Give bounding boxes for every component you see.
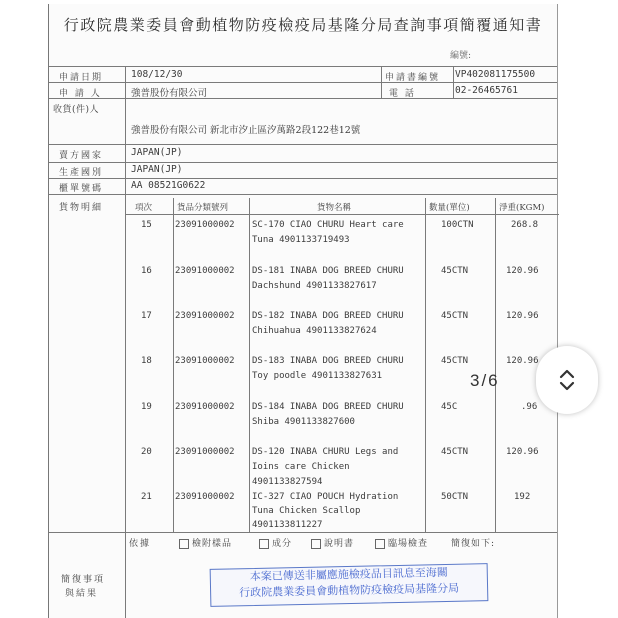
container: AA 08521G0622 (131, 180, 206, 191)
basis-option-inspection: 臨場檢查 (375, 536, 428, 549)
checkbox-icon (375, 539, 385, 549)
basis-option-ingredient: 成分 (259, 536, 292, 549)
apply-date-label: 申請日期 (59, 73, 104, 83)
checkbox-icon (311, 539, 321, 549)
app-no-label: 申請書編號 (385, 73, 441, 83)
page-nav-button[interactable] (536, 346, 598, 414)
basis-option-sample: 檢附樣品 (179, 536, 232, 549)
ref-number-label: 編號: (449, 51, 471, 61)
chevron-up-down-icon (557, 368, 577, 392)
page-indicator: 3/6 (470, 371, 500, 390)
applicant-label: 申 請 人 (59, 89, 102, 99)
container-label: 櫃單號碼 (59, 184, 104, 194)
col-header-weight: 淨重(KGM) (499, 203, 545, 213)
apply-date: 108/12/30 (131, 69, 183, 80)
basis-option-manual: 說明書 (311, 536, 354, 549)
basis-suffix: 簡復如下: (451, 539, 496, 549)
official-stamp: 本案已傳送非屬應施檢疫品目訊息至海關 行政院農業委員會動植物防疫檢疫局基隆分局 (210, 563, 489, 607)
scanned-document: 行政院農業委員會動植物防疫檢疫局基隆分局查詢事項簡覆通知書 編號: 申請日期 108/12/30 申請書編號 VP402081175500 申 請 人 強普股份有限公司 電 話 02-26465761 收貨(件)人 強普股份有限公司 新北市汐止區汐萬路2段122巷12號 賣方國家 JAPAN(JP) 生產國別 JAPAN(JP) 櫃單號碼 AA 08521G0622 貨物明細 項次 貨品分類號列 貨物名稱 數量(單位) 淨重(KGM) 15 23091000002 SC-170 CIAO CHURU Heart care Tuna 4901133719493 100CTN 268.8 16 23091000002 DS-181 INABA DOG BREED CHURU Dachshund 4901133827617 45CTN 120.96 17 23091000002 DS-182 INABA DOG BREED CHURU Chihuahua 4901133827624 45CTN 120.96 18 23091000002 DS-183 INABA DOG BREED CHURU Toy poodle 4901133827631 45CTN 120.96 19 23091000002 DS-184 INABA DOG BREED CHURU Shiba 4901133827600 45C .96 20 23091000002 DS-120 INABA CHURU Legs and Ioins care Chicken 4901133827594 45CTN 120.96 21 23091000002 IC-327 CIAO POUCH Hydration Tuna Chicken Scallop 4901133811227 50CTN 192 依據 檢附樣品 成分 說明書 臨場檢查 簡復如下: 簡復事項 與結果 (48, 4, 558, 618)
result-label: 簡復事項 (61, 575, 106, 585)
col-header-qty: 數量(單位) (429, 203, 470, 213)
checkbox-icon (179, 539, 189, 549)
consignee: 強普股份有限公司 新北市汐止區汐萬路2段122巷12號 (131, 125, 361, 136)
applicant: 強普股份有限公司 (131, 88, 208, 99)
origin: JAPAN(JP) (131, 164, 183, 175)
phone: 02-26465761 (455, 85, 518, 96)
result-label-2: 與結果 (65, 589, 99, 599)
supplier-label: 賣方國家 (59, 151, 104, 161)
col-header-no: 項次 (135, 203, 153, 213)
checkbox-icon (259, 539, 269, 549)
phone-label: 電 話 (389, 89, 416, 99)
origin-label: 生產國別 (59, 168, 104, 178)
supplier: JAPAN(JP) (131, 147, 183, 158)
consignee-label: 收貨(件)人 (53, 105, 100, 115)
col-header-name: 貨物名稱 (317, 203, 352, 213)
goods-label: 貨物明細 (59, 203, 104, 213)
app-no: VP402081175500 (455, 69, 536, 80)
document-title: 行政院農業委員會動植物防疫檢疫局基隆分局查詢事項簡覆通知書 (63, 16, 543, 34)
basis-label: 依據 (129, 539, 152, 549)
col-header-code: 貨品分類號列 (177, 203, 229, 213)
